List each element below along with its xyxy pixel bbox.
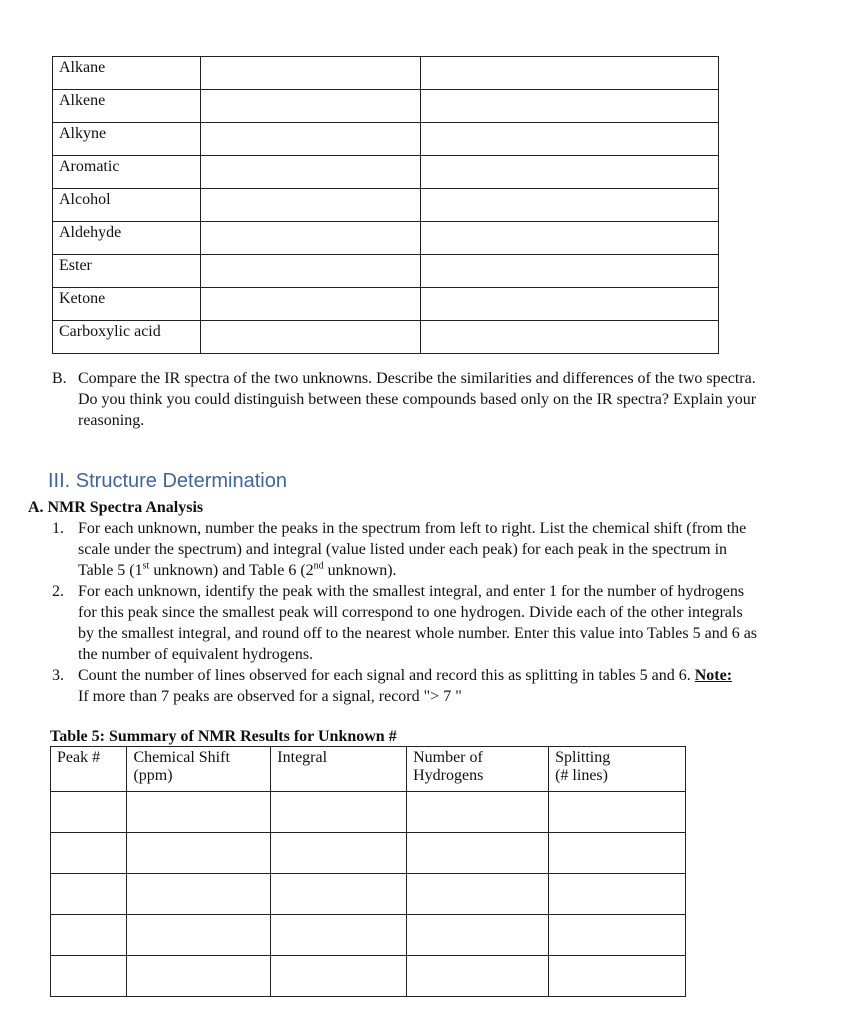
empty-cell[interactable] <box>271 792 407 833</box>
section-heading: III. Structure Determination <box>48 470 287 492</box>
empty-cell[interactable] <box>201 255 421 288</box>
empty-cell[interactable] <box>549 792 686 833</box>
column-header: Peak # <box>51 747 127 792</box>
empty-cell[interactable] <box>407 792 549 833</box>
table-row <box>53 255 719 288</box>
column-header: Integral <box>271 747 407 792</box>
group-name: Ketone <box>53 288 201 321</box>
empty-cell[interactable] <box>51 792 127 833</box>
empty-cell[interactable] <box>201 321 421 354</box>
empty-cell[interactable] <box>201 156 421 189</box>
table-row <box>53 90 719 123</box>
functional-group-table <box>52 56 719 354</box>
group-name: Carboxylic acid <box>53 321 201 354</box>
empty-cell[interactable] <box>421 57 719 90</box>
empty-cell[interactable] <box>271 833 407 874</box>
empty-cell[interactable] <box>549 915 686 956</box>
table5-title: Table 5: Summary of NMR Results for Unknown # <box>50 727 460 747</box>
empty-cell[interactable] <box>271 874 407 915</box>
group-name: Aldehyde <box>53 222 201 255</box>
table-row <box>51 833 686 874</box>
item-number: 2. <box>52 583 64 600</box>
empty-cell[interactable] <box>421 90 719 123</box>
part-b-label: B. <box>52 370 67 387</box>
empty-cell[interactable] <box>549 874 686 915</box>
empty-cell[interactable] <box>201 90 421 123</box>
instruction-1: For each unknown, number the peaks in the spectrum from left to right. List the chemical shift (from the scale under the spectrum) and integral (value listed under each peak) for each peak in the spectrum in Table 5 (1st unknown) and Table 6 (2nd unknown). <box>78 520 747 579</box>
empty-cell[interactable] <box>421 288 719 321</box>
empty-cell[interactable] <box>127 874 271 915</box>
empty-cell[interactable] <box>421 222 719 255</box>
table-row <box>51 915 686 956</box>
table-row <box>53 321 719 354</box>
empty-cell[interactable] <box>201 189 421 222</box>
empty-cell[interactable] <box>421 123 719 156</box>
empty-cell[interactable] <box>421 321 719 354</box>
empty-cell[interactable] <box>51 915 127 956</box>
column-header: Number of Hydrogens <box>407 747 549 792</box>
group-name: Ester <box>53 255 201 288</box>
table-row <box>53 156 719 189</box>
empty-cell[interactable] <box>407 956 549 997</box>
empty-cell[interactable] <box>127 833 271 874</box>
part-b-text: Compare the IR spectra of the two unknowns. Describe the similarities and differences of the two spectra. Do you think you could distinguish between these compounds based only on the IR spectra? Explain your reasoning. <box>78 370 757 429</box>
empty-cell[interactable] <box>127 956 271 997</box>
empty-cell[interactable] <box>549 833 686 874</box>
empty-cell[interactable] <box>127 792 271 833</box>
column-header: Splitting (# lines) <box>549 747 686 792</box>
empty-cell[interactable] <box>421 156 719 189</box>
empty-cell[interactable] <box>407 915 549 956</box>
nmr-results-table <box>50 746 686 997</box>
table-row <box>51 956 686 997</box>
table-row <box>53 288 719 321</box>
empty-cell[interactable] <box>201 288 421 321</box>
subsection-heading: A. NMR Spectra Analysis <box>28 499 204 516</box>
table-row <box>53 57 719 90</box>
instruction-3: Count the number of lines observed for each signal and record this as splitting in tables 5 and 6. Note: If more than 7 peaks are observed for a signal, record "> 7 " <box>78 667 733 705</box>
column-header: Chemical Shift (ppm) <box>127 747 271 792</box>
header-row <box>51 747 686 792</box>
empty-cell[interactable] <box>271 915 407 956</box>
item-number: 1. <box>52 520 64 537</box>
group-name: Alkene <box>53 90 201 123</box>
empty-cell[interactable] <box>127 915 271 956</box>
table-row <box>53 189 719 222</box>
group-name: Aromatic <box>53 156 201 189</box>
table-row <box>53 222 719 255</box>
table-row <box>51 792 686 833</box>
item-number: 3. <box>52 667 64 684</box>
table-row <box>51 874 686 915</box>
empty-cell[interactable] <box>201 57 421 90</box>
empty-cell[interactable] <box>51 956 127 997</box>
group-name: Alkane <box>53 57 201 90</box>
empty-cell[interactable] <box>407 874 549 915</box>
empty-cell[interactable] <box>201 222 421 255</box>
group-name: Alcohol <box>53 189 201 222</box>
instruction-2: For each unknown, identify the peak with the smallest integral, and enter 1 for the number of hydrogens for this peak since the smallest peak will correspond to one hydrogen. Divide each of the other integrals by the smallest integral, and round off to the nearest whole number. Enter this value into Tables 5 and 6 as the number of equivalent hydrogens. <box>78 583 758 663</box>
empty-cell[interactable] <box>421 255 719 288</box>
empty-cell[interactable] <box>201 123 421 156</box>
empty-cell[interactable] <box>421 189 719 222</box>
table-row <box>53 123 719 156</box>
empty-cell[interactable] <box>271 956 407 997</box>
empty-cell[interactable] <box>407 833 549 874</box>
empty-cell[interactable] <box>51 874 127 915</box>
group-name: Alkyne <box>53 123 201 156</box>
empty-cell[interactable] <box>51 833 127 874</box>
empty-cell[interactable] <box>549 956 686 997</box>
